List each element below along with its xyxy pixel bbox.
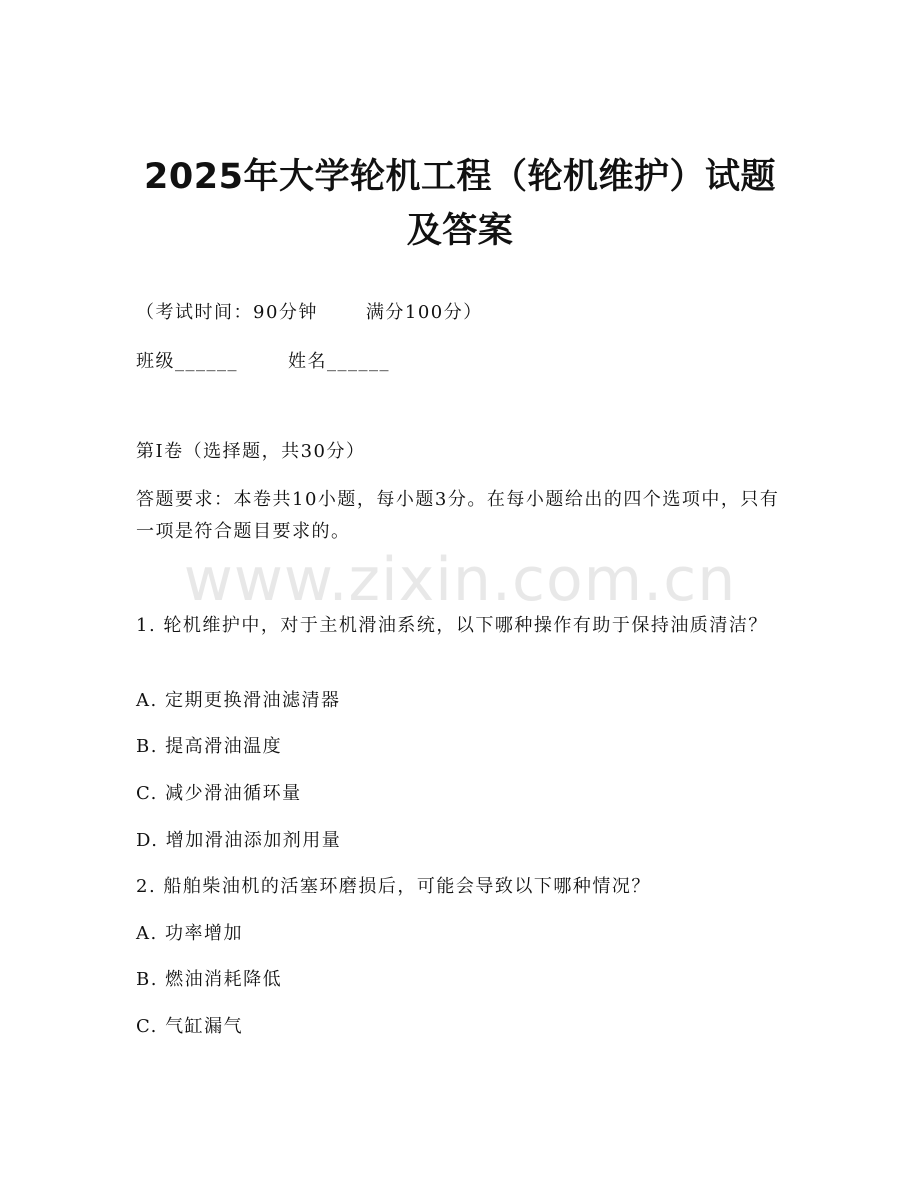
question-2-option-b: B. 燃油消耗降低 <box>136 969 283 990</box>
question-2-stem: 2. 船舶柴油机的活塞环磨损后，可能会导致以下哪种情况？ <box>136 876 651 897</box>
question-1-option-a: A. 定期更换滑油滤清器 <box>136 690 341 711</box>
section-title: 第I卷（选择题，共30分） <box>136 441 366 462</box>
student-info-line <box>136 347 390 377</box>
exam-time: （考试时间：90分钟 <box>136 302 318 323</box>
question-1-option-b: B. 提高滑油温度 <box>136 736 283 757</box>
question-1-stem: 1. 轮机维护中，对于主机滑油系统，以下哪种操作有助于保持油质清洁？ <box>136 615 768 636</box>
instructions: 答题要求：本卷共10小题，每小题3分。在每小题给出的四个选项中，只有一项是符合题目要求的。 <box>136 489 780 542</box>
class-label: 班级______ <box>136 351 238 372</box>
watermark: www.zixin.com.cn <box>183 545 737 615</box>
exam-info-line <box>136 298 483 328</box>
name-label: 姓名______ <box>288 351 390 372</box>
question-1-option-c: C. 减少滑油循环量 <box>136 783 302 804</box>
document-title: 2025年大学轮机工程（轮机维护）试题及答案 <box>144 157 776 251</box>
question-1-option-d: D. 增加滑油添加剂用量 <box>136 830 342 851</box>
full-score: 满分100分） <box>365 302 483 323</box>
question-2-option-a: A. 功率增加 <box>136 923 243 944</box>
question-2-option-c: C. 气缸漏气 <box>136 1016 244 1037</box>
